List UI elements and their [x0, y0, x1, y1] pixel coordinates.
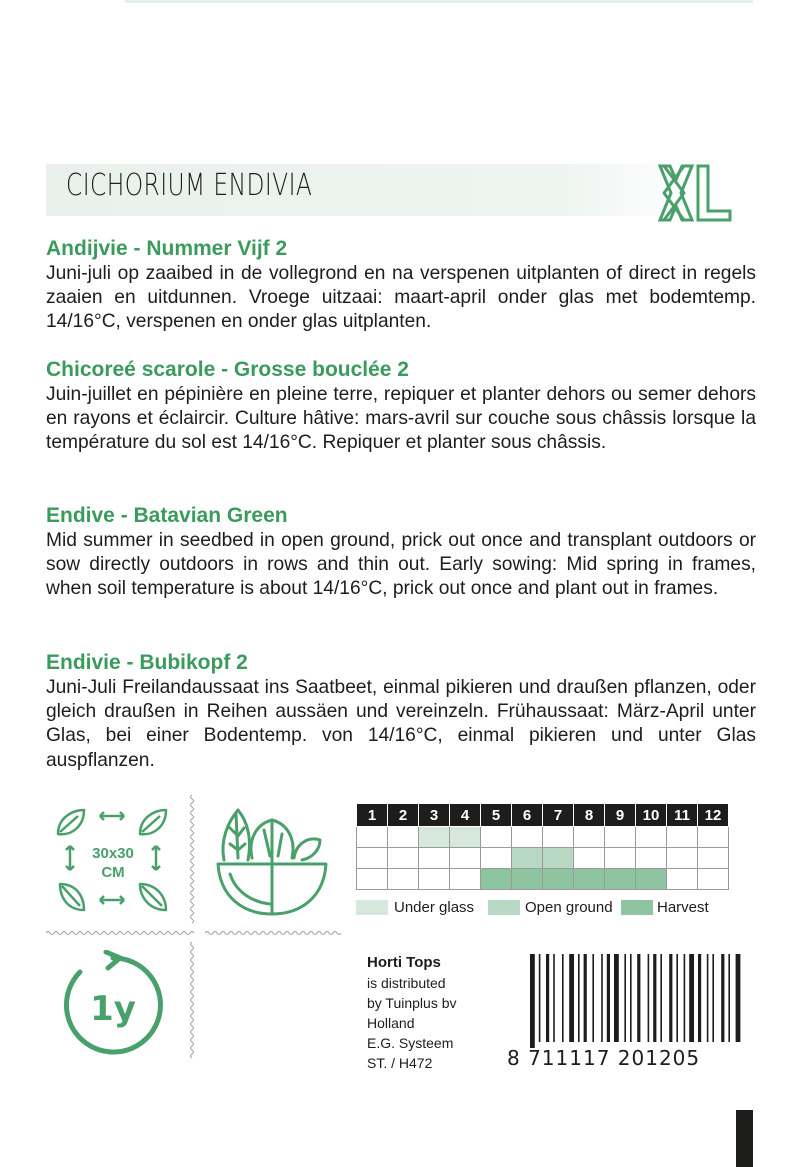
calendar-cell — [667, 869, 698, 890]
month-cell: 9 — [605, 804, 636, 827]
barcode-bar — [728, 954, 730, 1042]
barcode-bar — [684, 954, 686, 1042]
month-cell: 7 — [543, 804, 574, 827]
section-text: Mid summer in seedbed in open ground, prick out once and transplant outdoors or sow directly outdoors in rows and thin out. Early sowing: Mid spring in frames, when soil temperature is about 14/16°C, prick out once and plant out in frames. — [46, 530, 756, 600]
legend-label: Open ground — [525, 899, 613, 916]
calendar-cell — [636, 869, 667, 890]
calendar-cell — [698, 869, 729, 890]
barcode-bar — [578, 954, 580, 1042]
spacing-unit: CM — [101, 864, 125, 881]
brand-name: Horti Tops — [367, 954, 441, 971]
legend-swatch — [356, 900, 388, 915]
separator-line — [189, 942, 195, 1062]
calendar-cell — [419, 869, 450, 890]
month-cell: 12 — [698, 804, 729, 827]
barcode-bar — [539, 954, 541, 1042]
legend-swatch — [621, 900, 653, 915]
calendar-cell — [357, 848, 388, 869]
month-cell: 8 — [574, 804, 605, 827]
barcode-bar — [614, 954, 619, 1042]
calendar-cell — [450, 848, 481, 869]
barcode-bar — [569, 954, 574, 1042]
separator-line — [189, 795, 195, 925]
calendar-cell — [667, 848, 698, 869]
barcode-bar — [653, 954, 656, 1042]
barcode-bar — [630, 954, 632, 1042]
calendar-cell — [357, 827, 388, 848]
species-title: CICHORIUM ENDIVIA — [66, 168, 313, 203]
sowing-calendar — [356, 803, 729, 890]
barcode-bar — [698, 954, 701, 1042]
section-title: Chicoreé scarole - Grosse bouclée 2 — [46, 358, 409, 381]
legend-label: Under glass — [394, 899, 475, 916]
month-cell: 11 — [667, 804, 698, 827]
barcode-bar — [553, 954, 555, 1042]
barcode-bar — [637, 954, 640, 1042]
calendar-cell — [512, 827, 543, 848]
calendar-cell — [450, 827, 481, 848]
barcode — [500, 950, 750, 1050]
calendar-row-open-ground — [357, 848, 729, 869]
calendar-cell — [481, 848, 512, 869]
barcode-bar — [689, 954, 694, 1042]
barcode-bar — [592, 954, 594, 1042]
section-text: Juni-Juli Freilandaussaat ins Saatbeet, einmal pikieren und draußen pflanzen, oder gleich draußen in Reihen aussäen und vereinzeln. Frühaussaat: März-April unter Glas, bei einer Bodentemp. von 14/16°C, einmal pikieren und unter Glas auspflanzen. — [46, 677, 756, 771]
month-cell: 6 — [512, 804, 543, 827]
section-title: Endive - Batavian Green — [46, 504, 288, 527]
distributor-line: is distributed — [367, 975, 446, 991]
calendar-cell — [605, 827, 636, 848]
xl-size-badge — [654, 160, 744, 226]
section-dutch — [46, 236, 756, 335]
calendar-cell — [636, 848, 667, 869]
distributor-line: E.G. Systeem — [367, 1035, 454, 1051]
calendar-cell — [698, 827, 729, 848]
barcode-bar — [546, 954, 549, 1042]
spacing-value: 30x30 — [92, 845, 134, 862]
separator-line — [205, 930, 345, 936]
section-german — [46, 650, 756, 773]
month-cell: 2 — [388, 804, 419, 827]
calendar-cell — [574, 869, 605, 890]
section-title: Endivie - Bubikopf 2 — [46, 651, 248, 674]
distributor-info — [367, 953, 457, 1073]
barcode-bar — [601, 954, 603, 1042]
calendar-cell — [543, 827, 574, 848]
distributor-line: Holland — [367, 1015, 415, 1031]
calendar-cell — [605, 869, 636, 890]
section-text: Juin-juillet en pépinière en pleine terre, repiquer et planter dehors ou semer dehors en rayons et éclaircir. Culture hâtive: mars-avril sur couche sous châssis lorsque la température du sol est 14/16°C. Repiquer et planter sous châssis. — [46, 384, 756, 454]
legend-label: Harvest — [657, 899, 709, 916]
calendar-cell — [543, 848, 574, 869]
section-title: Andijvie - Nummer Vijf 2 — [46, 237, 288, 260]
calendar-cell — [388, 848, 419, 869]
section-english — [46, 503, 756, 602]
lifecycle-label: 1y — [90, 989, 136, 1029]
annual-cycle-icon — [58, 950, 168, 1060]
calendar-row-harvest — [357, 869, 729, 890]
calendar-cell — [481, 869, 512, 890]
barcode-bar — [648, 954, 650, 1042]
calendar-cell — [357, 869, 388, 890]
month-cell: 10 — [636, 804, 667, 827]
calendar-cell — [698, 848, 729, 869]
calendar-cell — [388, 869, 419, 890]
month-cell: 4 — [450, 804, 481, 827]
calendar-cell — [419, 848, 450, 869]
separator-line — [46, 930, 196, 936]
calendar-cell — [636, 827, 667, 848]
barcode-bar — [530, 954, 535, 1048]
barcode-bar — [676, 954, 678, 1042]
calendar-cell — [543, 869, 574, 890]
calendar-cell — [605, 848, 636, 869]
calendar-cell — [512, 869, 543, 890]
distributor-line: by Tuinplus bv — [367, 995, 457, 1011]
barcode-bar — [707, 954, 709, 1042]
barcode-bar — [562, 954, 564, 1042]
calendar-cell — [419, 827, 450, 848]
barcode-bar — [660, 954, 662, 1042]
calendar-row-under-glass — [357, 827, 729, 848]
month-cell: 5 — [481, 804, 512, 827]
barcode-bar — [584, 954, 587, 1042]
calendar-cell — [450, 869, 481, 890]
calendar-cell — [512, 848, 543, 869]
barcode-bar — [607, 954, 610, 1042]
calendar-cell — [388, 827, 419, 848]
section-french — [46, 357, 756, 456]
salad-bowl-icon — [212, 800, 332, 920]
month-cell: 1 — [357, 804, 388, 827]
barcode-bar — [736, 954, 741, 1042]
barcode-number: 8 711117 201205 — [507, 1046, 701, 1070]
barcode-bar — [624, 954, 626, 1042]
month-cell: 3 — [419, 804, 450, 827]
barcode-bar — [712, 954, 714, 1042]
top-rule — [125, 0, 753, 3]
calendar-month-row — [357, 804, 729, 827]
calendar-cell — [667, 827, 698, 848]
barcode-bar — [721, 954, 724, 1042]
distributor-line: ST. / H472 — [367, 1055, 433, 1071]
barcode-bar — [669, 954, 672, 1042]
calendar-cell — [481, 827, 512, 848]
edge-mark — [736, 1110, 753, 1167]
section-text: Juni-juli op zaaibed in de vollegrond en na verspenen uitplanten of direct in regels zaaien en uitdunnen. Vroege uitzaai: maart-april onder glas met bodemtemp. 14/16°C, verspenen en onder glas uitplanten. — [46, 263, 756, 333]
legend-swatch — [488, 900, 520, 915]
spacing-icon — [48, 804, 178, 916]
calendar-cell — [574, 827, 605, 848]
calendar-cell — [574, 848, 605, 869]
